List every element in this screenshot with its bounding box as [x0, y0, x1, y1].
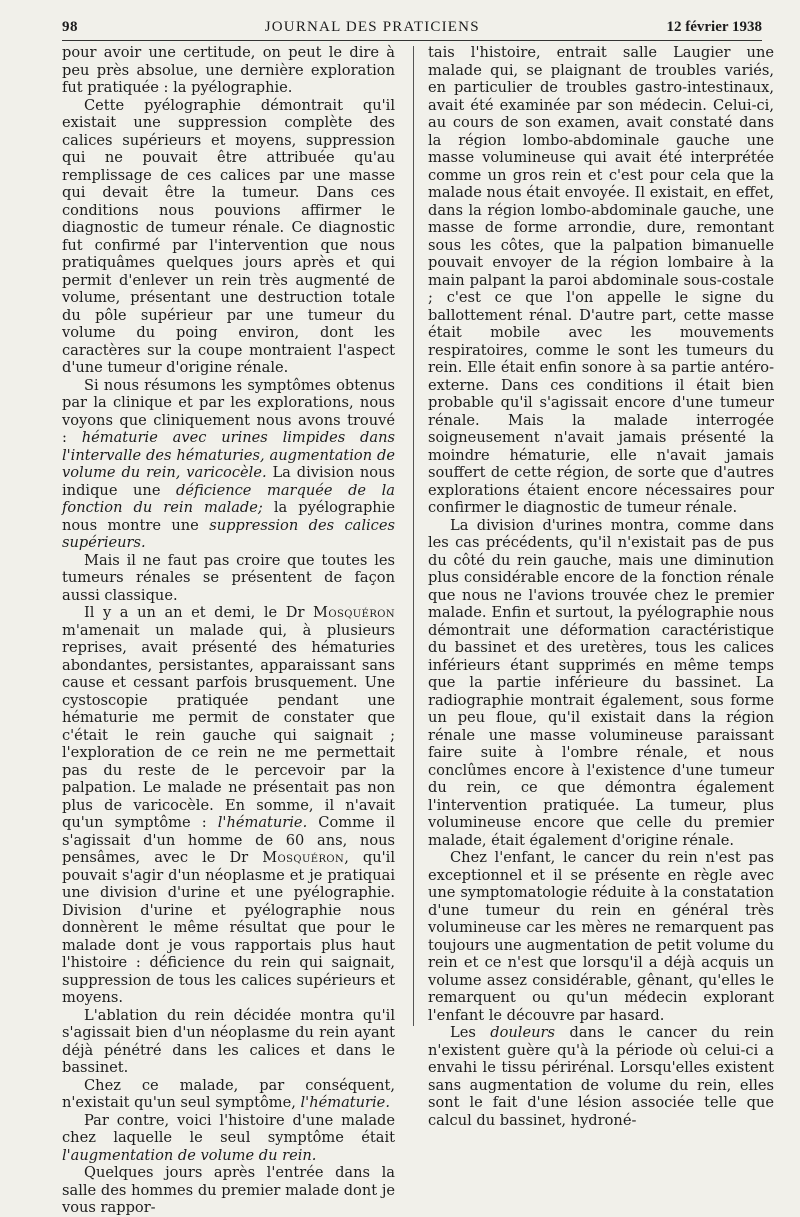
paragraph: [62, 44, 395, 97]
text-run: Cette pyélographie démontrait qu'il existait une suppression complète des calices supérieurs et moyens, suppression qui ne pouvait être attribuée qu'au remplissage de ces calices par une masse qui devait être la tumeur. Dans ces conditions nous pouvions affirmer le diagnostic de tumeur rénale. Ce diagnostic fut confirmé par l'intervention que nous pratiquâmes quelques jours après et qui permit d'enlever un rein très augmenté de volume, présentant une destruction totale du pôle supérieur par une tumeur du volume du poing environ, dont les caractères sur la coupe montraient l'aspect d'une tumeur d'origine rénale.: [62, 96, 395, 376]
person-name: Mosquéron: [262, 849, 345, 866]
column-divider: [413, 46, 414, 1026]
text-run: dans le cancer du rein n'existent guère qu'à la période où celui-ci a envahi le tissu périrénal. Lorsqu'elles existent sans augmentation de volume du rein, elles sont le fait d'une lésion associée telle que calcul du bassinet, hydroné-: [428, 1024, 774, 1129]
text-run: , qu'il pouvait s'agir d'un néoplasme et je pratiquai une division d'urine et une pyélographie. Division d'urine et pyélographie nous donnèrent le même résultat que pour le malade dont je vous rapportais plus haut l'histoire : déficience du rein qui saignait, suppression de tous les calices supérieurs et moyens.: [62, 849, 395, 1006]
journal-title: JOURNAL DES PRATICIENS: [264, 18, 480, 35]
italic-text: l'hématurie.: [217, 814, 308, 831]
text-run: Mais il ne faut pas croire que toutes les tumeurs rénales se présentent de façon aussi classique.: [62, 551, 395, 604]
text-run: Si nous résumons les symptômes obtenus par la clinique et par les explorations, nous voyons que cliniquement nous avons trouvé :: [62, 376, 395, 446]
text-run: L'ablation du rein décidée montra qu'il s'agissait bien d'un néoplasme du rein ayant déjà pénétré dans les calices et dans le bassinet.: [62, 1006, 395, 1076]
left-column: [62, 44, 395, 1217]
paragraph: [62, 97, 395, 377]
text-run: la pyélographie nous montre une: [62, 499, 395, 534]
page-number: 98: [62, 18, 78, 35]
paragraph: [428, 849, 774, 1024]
paragraph: [62, 1112, 395, 1165]
italic-text: l'hématurie.: [300, 1094, 390, 1111]
text-run: pour avoir une certitude, on peut le dire à peu près absolue, une dernière exploration fut pratiquée : la pyélographie.: [62, 44, 395, 96]
text-run: Quelques jours après l'entrée dans la salle des hommes du premier malade dont je vous rappor-: [62, 1164, 395, 1216]
text-run: m'amenait un malade qui, à plusieurs reprises, avait présenté des hématuries abondantes, persistantes, apparaissant sans cause et cessant parfois brusquement. Une cystoscopie pratiquée pendant une hématurie me permit de constater que c'était le rein gauche qui saignait ; l'exploration de ce rein ne me permettait pas du reste de le percevoir par la palpation. Le malade ne présentait pas non plus de varicocèle. En somme, il n'avait qu'un symptôme :: [62, 621, 395, 831]
issue-date: 12 février 1938: [666, 18, 762, 35]
text-run: La division d'urines montra, comme dans les cas précédents, qu'il n'existait pas de pus du côté du rein gauche, mais une diminution plus considérable encore de la fonction rénale que nous ne l'avions trouvée chez le premier malade. Enfin et surtout, la pyélographie nous démontrait une déformation caractéristique du bassinet et des uretères, tous les calices inférieurs étant supprimés en même temps que la partie inférieure du bassinet. La radiographie montrait également, sous forme un peu floue, qu'il existait dans la région rénale une masse volumineuse paraissant faire suite à l'ombre rénale, et nous conclûmes encore à l'existence d'une tumeur du rein, ce que démontra également l'intervention pratiquée. La tumeur, plus volumineuse encore que celle du premier malade, était également d'origine rénale.: [428, 516, 774, 849]
person-name: Mosquéron: [313, 604, 395, 621]
text-run: Chez ce malade, par conséquent, n'existait qu'un seul symptôme,: [62, 1076, 395, 1111]
paragraph: [62, 552, 395, 605]
text-run: Par contre, voici l'histoire d'une malade chez laquelle le seul symptôme était: [62, 1111, 395, 1146]
paragraph: [62, 377, 395, 552]
paragraph: [62, 604, 395, 1007]
paragraph: [428, 517, 774, 850]
italic-text: suppression des calices supérieurs.: [62, 516, 395, 551]
text-run: Il y a un an et demi, le Dr: [84, 604, 313, 621]
header-rule: [62, 40, 762, 41]
text-run: tais l'histoire, entrait salle Laugier une malade qui, se plaignant de troubles variés, en particulier de troubles gastro-intestinaux, avait été examinée par son médecin. Celui-ci, au cours de son examen, avait constaté dans la région lombo-abdominale gauche une masse volumineuse qui avait été interprétée comme un gros rein et c'est pour cela que la malade nous était envoyée. Il existait, en effet, dans la région lombo-abdominale gauche, une masse de forme arrondie, dure, remontant sous les côtes, que la palpation bimanuelle pouvait envoyer de la région lombaire à la main palpant la paroi abdominale sous-costale ; c'est ce que l'on appelle le signe du ballottement rénal. D'autre part, cette masse était mobile avec les mouvements respiratoires, comme le sont les tumeurs du rein. Elle était enfin sonore à sa partie antéro-externe. Dans ces conditions il était bien probable qu'il s'agissait encore d'une tumeur rénale. Mais la malade interrogée soigneusement n'avait jamais présenté la moindre hématurie, elle n'avait jamais souffert de cette région, de sorte que d'autres explorations étaient encore nécessaires pour confirmer le diagnostic de tumeur rénale.: [428, 44, 774, 516]
italic-text: déficience marquée de la fonction du rein malade;: [62, 481, 395, 516]
italic-text: douleurs: [490, 1024, 555, 1041]
right-column: [428, 44, 774, 1129]
paragraph: [428, 44, 774, 517]
text-run: Comme il s'agissait d'un homme de 60 ans, nous pensâmes, avec le Dr: [62, 814, 395, 866]
paragraph: [62, 1164, 395, 1217]
text-run: Les: [450, 1024, 491, 1041]
text-run: La division nous indique une: [62, 464, 395, 499]
page-header: [62, 14, 762, 40]
italic-text: l'augmentation de volume du rein.: [62, 1146, 317, 1164]
paragraph: [428, 1024, 774, 1129]
text-run: Chez l'enfant, le cancer du rein n'est pas exceptionnel et il se présente en règle avec une symptomatologie réduite à la constatation d'une tumeur du rein en général très volumineuse car les mères ne remarquent pas toujours une augmentation de petit volume du rein et ce n'est que lorsqu'il a déjà acquis un volume assez considérable, gênant, qu'elles le remarquent ou qu'un médecin explorant l'enfant le découvre par hasard.: [428, 849, 774, 1024]
paragraph: [62, 1077, 395, 1112]
italic-text: hématurie avec urines limpides dans l'intervalle des hématuries, augmentation de volume du rein, varicocèle.: [62, 429, 395, 481]
